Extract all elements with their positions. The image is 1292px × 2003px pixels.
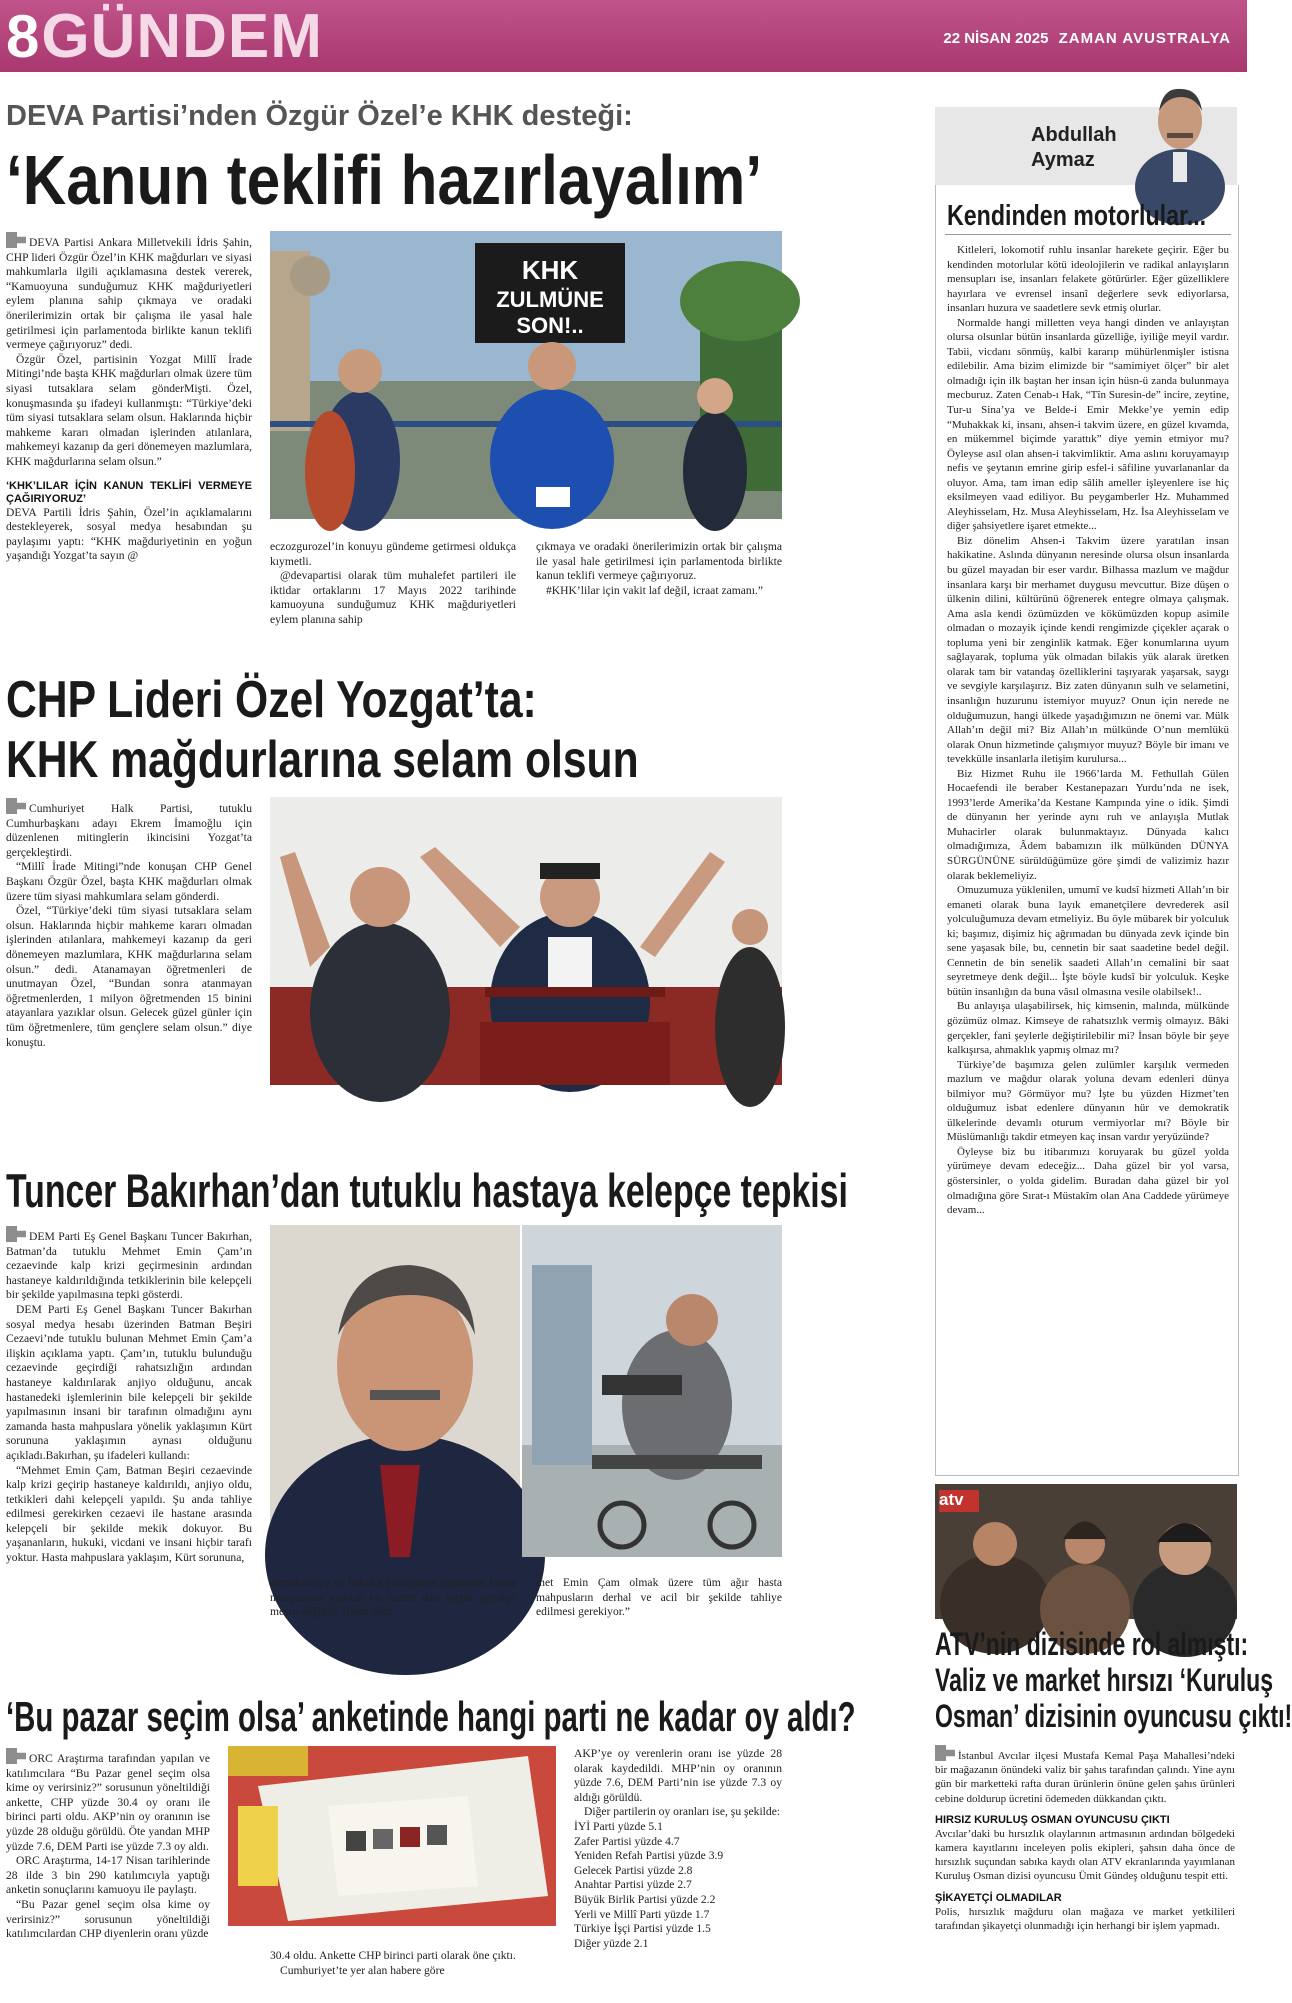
article1-lead: DEVA Partisi Ankara Milletvekili İdris Şahin, CHP lideri Özgür Özel’in KHK mağdurları ve siyasi mahkumlarla ilgili açıklamasına destek vererek, “Kamuoyuna sunduğumuz KHK mağduriyetleri eylem planına sahip çıkmaya ve oradaki önerilerimizin ortak bir çalışma ile yasal hale getirilmesi için parlamentoda birlikte kanun teklifi vermeye çağırıyoruz” dedi. xyxy=(6,236,252,352)
article1-column3 xyxy=(536,540,782,598)
article1-column2 xyxy=(270,540,516,628)
poll-result-item: Diğer yüzde 2.1 xyxy=(574,1936,649,1950)
section-name: GÜNDEM xyxy=(41,1,323,71)
column-body xyxy=(947,243,1229,1218)
atv-logo: atv xyxy=(939,1490,964,1509)
article2-paragraph-2: Özel, “Türkiye’deki tüm siyasi tutsaklara selam olsun. Haklarında hiçbir mahkeme kararı olmadan işlerinden atılanlara, mahkemeyi kazanıp da geri dönemeyen mazlumlara, KHK mağdurlarına selam olsun.” dedi. Atanamayan öğretmenleri de unutmayan Özel, “Bundan sonra atanmayan öğretmenlerden, 1 milyon öğretmenden 15 binini atayanlara yazıklar olsun. Gelecek güzel günler için tüm öğretmenlere, tüm gençlere selam olsun.” diye konuştu. xyxy=(6,904,252,1049)
svg-text:ZULMÜNE: ZULMÜNE xyxy=(496,287,604,312)
arrow-marker-icon xyxy=(6,232,26,248)
ballot-paper-photo xyxy=(228,1746,556,1926)
atv-headline-line1: ATV’nin dizisinde rol almıştı: xyxy=(935,1626,1249,1662)
ozel-rally-photo xyxy=(270,797,782,1085)
poll-result-item: Zafer Partisi yüzde 4.7 xyxy=(574,1834,680,1848)
poll-result-item: Büyük Birlik Partisi yüzde 2.2 xyxy=(574,1892,716,1906)
column-paragraph: Kitleleri, lokomotif ruhlu insanlar harekete geçirir. Eğer bu kendinden motorlular kötü ideolojilerin ve radikal anlayışların mensupları ise, insanları felakete götürürler. Eğer güzelliklere hayırlara ve evrensel insanî değerlere sevk ediyorlarsa, insanları huzura ve saadetlere sevk etmiş olurlar. xyxy=(947,244,1229,315)
issue-info xyxy=(943,30,1231,47)
atv-headline-line2: Valiz ve market hırsızı ‘Kuruluş xyxy=(935,1662,1274,1698)
column-title: Kendinden motorlular... xyxy=(947,200,1207,232)
article3-col3-text: met Emin Çam olmak üzere tüm ağır hasta mahpusların derhal ve acil bir şekilde tahliye edilmesi gerekiyor.” xyxy=(536,1576,782,1619)
arrow-marker-icon xyxy=(6,798,26,814)
hospital-patient-photo xyxy=(522,1225,782,1557)
column-paragraph: Biz Hizmet Ruhu ile 1966’larda M. Fethullah Gülen Hocaefendi ile beraber Kestanepazarı Yurdu’nda ne isek, 1993’lerde Amerika’da Kestane Kampında yine o idik. Şimdi de dünyanın her yerinde aynı ruh ve anlayışla Mutlak Muhacirler olarak bulunmaktayız. Dünyada kalıcı olmadığımıza, Âdem babamızın ilk mülkünden DÜNYA SÜRGÜNÜNE sürüldüğümüze göre şimdi de valizimiz hazır olarak beklemeliyiz. xyxy=(947,767,1229,882)
column-paragraph: Biz dönelim Ahsen-i Takvim üzere yaratılan insan hakikatine. Aslında dünyanın neresinde olursa olsun insanlarda bu güzel mayadan bir eser vardır. Bilhassa mazlum ve mağdur insanlara karşı bir merhamet duygusu mevcuttur. Bize düşen o ülkenin dilini, kültürünü öğrenerek entegre olmaya çalışmak. Ama asla kendi özümüzden ve kökümüzden kopup asimile olmadan o mozayik içinde kendi rengimizde çiçekler açarak o topluma yeni bir zenginlik katmak. Eğer konumlarına uyum sağlayarak, topluma yük olmadan bilakis yük alarak üretken olarak tam bir vatandaş özelliklerini taşıyarak yaşarsak, saygı ve sevgiyle karşılaşırız. Biz zaten dünyanın sulh ve selametini, insanlığın huzurunu istemiyor muyuz? Onun için nerede ne olduğumuzun, hangi ülkede yaşadığımızın ne önemi var. Mülk Allah’ın değil mi? Biz Allah’ın mülkünde O’nun memlükü olarak Onun hizmetinde çalışmıyor muyuz? Böyle bir imanı ve tevekkülle insanlarla iletişim kurulursa... xyxy=(947,534,1229,766)
article1-kicker: DEVA Partisi’nden Özgür Özel’e KHK desteği: xyxy=(6,100,633,132)
article1-col2-text-2: @devapartisi olarak tüm muhalefet partileri ile iktidar ortaklarını 17 Mayıs 2022 tarihinde kamuoyuna sunduğumuz KHK mağduriyetleri eylem planına sahip xyxy=(270,569,516,626)
article3-col2-text: demokrasiye ve hukuka yaklaşımın aynasıdır. Hasta mahpuslara yapılan bu zulme dair hiçbir gerekçe meşru değildir. Başta Meh- xyxy=(270,1576,516,1619)
author-last-name: Aymaz xyxy=(1031,149,1095,171)
article3-column2 xyxy=(270,1576,516,1620)
protester-khk-photo xyxy=(270,231,782,519)
column-title-rule xyxy=(945,234,1231,235)
column-paragraph: Öyleyse biz bu itibarımızı koruyarak bu güzel yolda yürümeye devam edeceğiz... Daha güzel bir yol varsa, göstersinler, o yolda gidelim. Buradan daha güzel bir yol olmadığına göre Sırat-ı Müstakîm olan Ana Caddede yürümeye devam... xyxy=(947,1145,1229,1217)
poll-result-item: Anahtar Partisi yüzde 2.7 xyxy=(574,1878,692,1892)
article2-lead: Cumhuriyet Halk Partisi, tutuklu Cumhurbaşkanı adayı Ekrem İmamoğlu için düzenlenen mitinglerin ikincisini Yozgat’ta gerçekleştirdi. xyxy=(6,802,252,859)
arrow-marker-icon xyxy=(6,1748,26,1764)
author-box xyxy=(935,107,1237,185)
svg-text:KHK: KHK xyxy=(521,255,579,285)
article4-lead: ORC Araştırma tarafından yapılan ve katılımcılara “Bu Pazar genel seçim olsa kime oy verirsiniz?” sorusunun yöneltildiği ankette, CHP yüzde 30.4 oy oranı ile birinci parti oldu. AKP’nin oy oranının ise yüzde 28 olduğu görüldü. Öte yandan MHP yüzde 7.6, DEM Parti ise yüzde 7.3 oy aldı. xyxy=(6,1752,210,1853)
poll-result-item: Yeniden Refah Partisi yüzde 3.9 xyxy=(574,1849,724,1863)
article4-col2-text: 30.4 oldu. Ankette CHP birinci parti olarak öne çıktı. xyxy=(270,1949,516,1962)
atv-body xyxy=(935,1745,1235,1933)
column-paragraph: Omuzumuza yüklenilen, umumî ve kudsî hizmeti Allah’ın bir emaneti olarak buna layık emanetçilere devrederek asil yolculuğumuza devam etmeliyiz. Bu öyle mübarek bir yolculuk ki; başımız, dişimiz hiç ağrımadan bu dünyada zevk içinde bin sene yaşasak bile, bu, cennetin bir saat saadetine bedel değil. Cennetin de bin senelik saadeti Allah’ın cemalini bir saat seyretmeye denk değil... İşte böyle kudsî bir yolculuk. Keşke bütün insanlığın da buna vâsıl olmasına vesile olabilsek!.. xyxy=(947,884,1229,998)
column-paragraph: Normalde hangi milletten veya hangi dinden ve anlayıştan olursa olsunlar bütün insanlarda güzelliğe, iyiliğe meyil vardır. Tabii, vicdanı sönmüş, kalbi kararıp mühürlenmişler istisna edilebilir. Ama bizim elimizde bir “samimiyet ölçer” bir alet olmadığı için ilk baştan her insan için hüsn-ü zanda bulunmaya mecburuz. Zaten Cenab-ı Hak, “Tîn Suresin-de” incire, zeytine, Tur-u Sina’ya ve Belde-i Emir Mekke’ye yemin edip “Muhakkak ki, insanı, ahsen-i takvim üzere, en güzel kıvamda, en mükemmel biçimde yarattık” diye yemin etmiyor mu? Öyleyse asıl olan ahsen-i takvimliktir. Ama aslını koruyamayıp nefis ve şeytanın emrine girip esfel-i sâfiline yuvarlananlar da oluyor. Ama, tam iman edip sâlih ameller işleyenlere ise hiç eksilmeyen vaad ediliyor. Bu peygamberler Hz. Muhammed Aleyhisselam, Hz. Musa Aleyhisselam, Hz. İsa Aleyhisselam ve diğer şahsiyetlere işaret etmekte... xyxy=(947,316,1229,533)
article4-column2 xyxy=(270,1949,516,1978)
arrow-marker-icon xyxy=(935,1745,955,1761)
column-paragraph: Bu anlayışa ulaşabilirsek, hiç kimsenin, malında, mülkünde gözümüz olmaz. Kimseye de rahatsızlık vermiş olmayız. Bâki gerçekler, fani şeylerle değiştirilebilir mi? İnsan böyle bir şeye kalkışırsa, ahmaklık yapmış olmaz mı? xyxy=(947,1000,1229,1057)
arrow-marker-icon xyxy=(6,1226,26,1242)
article1-col3-text: çıkmaya ve oradaki önerilerimizin ortak bir çalışma ile yasal hale getirilmesi için parlamentoda birlikte kanun teklifi vermeye çağırıyoruz. xyxy=(536,540,782,583)
page-number: 8 xyxy=(6,2,38,70)
author-photo xyxy=(1135,77,1225,185)
article3-body xyxy=(6,1226,252,1566)
publication-name: ZAMAN AVUSTRALYA xyxy=(1058,30,1231,47)
atv-lead: İstanbul Avcılar ilçesi Mustafa Kemal Paşa Mahallesi’ndeki bir mağazanın önündeki valiz bir şahıs tarafından çalındı. Yine aynı gün bir marketteki rafta duran ürünlerin önüne gelen şahıs ürünleri cebine doldurup ücretini ödemeden dükkandan çıktı. xyxy=(935,1750,1235,1805)
article2-headline-line1: CHP Lideri Özel Yozgat’ta: xyxy=(6,671,537,729)
author-name xyxy=(1031,123,1117,173)
atv-paragraph-2: Polis, hırsızlık mağduru olan mağaza ve market yetkilileri tarafından şikayetçi olunmadığı için herhangi bir işlem yapmadı. xyxy=(935,1905,1235,1932)
article3-paragraph: DEM Parti Eş Genel Başkanı Tuncer Bakırhan sosyal medya hesabı üzerinden Batman Beşiri Cezaevi’nde tutuklu bulunan Mehmet Emin Çam’a ilişkin açıklama yaptı. Çam’ın, tutuklu bulunduğu cezaevinde geçirdiği rahatsızlığın ardından hastaneye kaldırılarak anjiyo olduğunu, ancak hastanedeki işlemlerinin bile kelepçeli bir şekilde yapılmasının insani bir tarafının olmadığını aynı zamanda hasta mahpuslara yönelik yaklaşımın Kürt sorununa yaklaşımın aynası olduğunu açıkladı.Bakırhan, şu ifadeleri kullandı: xyxy=(6,1302,252,1462)
poll-result-item: Yerli ve Millî Parti yüzde 1.7 xyxy=(574,1907,710,1921)
article3-headline: Tuncer Bakırhan’dan tutuklu hastaya kelepçe tepkisi xyxy=(6,1164,848,1217)
page-section-label xyxy=(6,1,323,71)
article1-paragraph-2: DEVA Partili İdris Şahin, Özel’in açıklamalarını destekleyerek, sosyal medya hesabından şu paylaşımı yaptı: “KHK mağduriyetinin en yoğun yaşandığı Yozgat’ta sayın @ xyxy=(6,505,252,563)
article4-column3 xyxy=(574,1747,782,1951)
article4-body xyxy=(6,1748,210,1942)
bakirhan-portrait-photo xyxy=(270,1225,520,1557)
article3-lead: DEM Parti Eş Genel Başkanı Tuncer Bakırhan, Batman’da tutuklu Mehmet Emin Çam’ın cezaevinde kalp krizi geçirmesinin ardından hastaneye kaldırıldığında tetkiklerinin bile kelepçeli bir şekilde yapılmasına tepki gösterdi. xyxy=(6,1230,252,1302)
poll-result-item: Gelecek Partisi yüzde 2.8 xyxy=(574,1863,693,1877)
article1-column1 xyxy=(6,232,252,564)
article2-paragraph: “Millî İrade Mitingi”nde konuşan CHP Genel Başkanı Özgür Özel, başta KHK mağdurları olmak üzere tüm siyasi mahkumlara selam gönderdi. xyxy=(6,860,252,903)
kurulus-osman-photo xyxy=(935,1484,1237,1619)
issue-date: 22 NİSAN 2025 xyxy=(943,30,1049,47)
author-first-name: Abdullah xyxy=(1031,124,1117,146)
article4-col3-text: AKP’ye oy verenlerin oranı ise yüzde 28 olarak kaydedildi. MHP’nin oy oranının yüzde 7.6, DEM Parti’nin ise yüzde 7.3 oy aldığı görüldü. xyxy=(574,1747,782,1804)
article1-paragraph: Özgür Özel, partisinin Yozgat Millî İrade Mitingi’nde başta KHK mağdurları olmak üzere tüm siyasi tutsaklara selam gönderMişti. Özel, konuşmasında şu ifadeyi kullanmıştı: “Türkiye’deki tüm siyasi tutsaklara selam olsun. Haklarında hiçbir mahkeme kararı olmadan işlerinden atılanlara, mahkemeyi kazanıp da geri dönemeyen mazlumlara, KHK mağdurlarına selam olsun.” xyxy=(6,352,252,468)
svg-text:SON!..: SON!.. xyxy=(516,313,584,338)
atv-paragraph: Avcılar’daki bu hırsızlık olaylarının artmasının ardından bölgedeki kamera kayıtlarını inceleyen polis ekipleri, şahsın daha önce de hırsızlık suçundan sabıka kaydı olan ATV ekranlarında yayımlanan Kuruluş Osman dizisi oyuncusu Ümit Gündeş olduğunu tespit etti. xyxy=(935,1827,1235,1883)
atv-headline-line3: Osman’ dizisinin oyuncusu çıktı! xyxy=(935,1698,1292,1734)
atv-subhead-2: ŞİKAYETÇİ OLMADILAR xyxy=(935,1891,1062,1904)
article4-headline: ‘Bu pazar seçim olsa’ anketinde hangi parti ne kadar oy aldı? xyxy=(6,1693,856,1740)
poll-result-item: İYİ Parti yüzde 5.1 xyxy=(574,1819,663,1833)
article3-column3 xyxy=(536,1576,782,1620)
article4-col3-text-2: Diğer partilerin oy oranları ise, şu şekilde: xyxy=(584,1805,781,1819)
article4-col2-text-2: Cumhuriyet’te yer alan habere göre xyxy=(280,1963,445,1977)
poll-result-item: Türkiye İşçi Partisi yüzde 1.5 xyxy=(574,1922,711,1936)
article1-headline: ‘Kanun teklifi hazırlayalım’ xyxy=(6,141,763,219)
poll-results-list xyxy=(574,1820,782,1951)
column-paragraph: Türkiye’de başımıza gelen zulümler karşılık vermeden mazlum ve mağdur olarak yoluna devam edenleri dünya bilmiyor mu? Görmüyor mu? İşte bu yüzden Hizmet’ten olduğumuz isbat edenlere dünyanın hür ve demokratik ülkelerinde devamlı oturum vermiyorlar mı? Böyle bir Müslümanlığı takdir etmeyen kaç insan vardır yeryüzünde? xyxy=(947,1058,1229,1144)
article1-col2-text: eczozgurozel’in konuyu gündeme getirmesi oldukça kıymetli. xyxy=(270,540,516,568)
atv-subhead-1: HIRSIZ KURULUŞ OSMAN OYUNCUSU ÇIKTI xyxy=(935,1813,1170,1826)
article2-headline-line2: KHK mağdurlarına selam olsun xyxy=(6,731,639,789)
article4-paragraph-2: “Bu Pazar genel seçim olsa kime oy verirsiniz?” sorusunun yöneltildiği katılımcılardan CHP diyenlerin oranı yüzde xyxy=(6,1897,210,1941)
article4-paragraph: ORC Araştırma, 14-17 Nisan tarihlerinde 28 ilde 3 bin 290 katılımcıyla yaptığı anketin sonuçlarını kamuoyu ile paylaştı. xyxy=(6,1854,210,1897)
article2-body xyxy=(6,798,252,1050)
article3-paragraph-2: “Mehmet Emin Çam, Batman Beşiri cezaevinde kalp krizi geçirip hastaneye kaldırıldı, anjiyo oldu, tetkikleri dahi kelepçeli yapıldı. Şu anda tahliye edilmesi gerekirken cezaevi ile hastane arasında kelepçeli bir şekilde mekik dokuyor. Bu yaşananların, hukuki, vicdani ve insani hiçbir tarafı yoktur. Hasta mahpuslara yaklaşım, Kürt sorununa, xyxy=(6,1463,252,1565)
article1-subhead: ‘KHK’LILAR İÇİN KANUN TEKLİFİ VERMEYE ÇAĞIRIYORUZ’ xyxy=(6,479,252,505)
article1-col3-text-2: #KHK’lilar için vakit laf değil, icraat zamanı.” xyxy=(546,583,763,597)
